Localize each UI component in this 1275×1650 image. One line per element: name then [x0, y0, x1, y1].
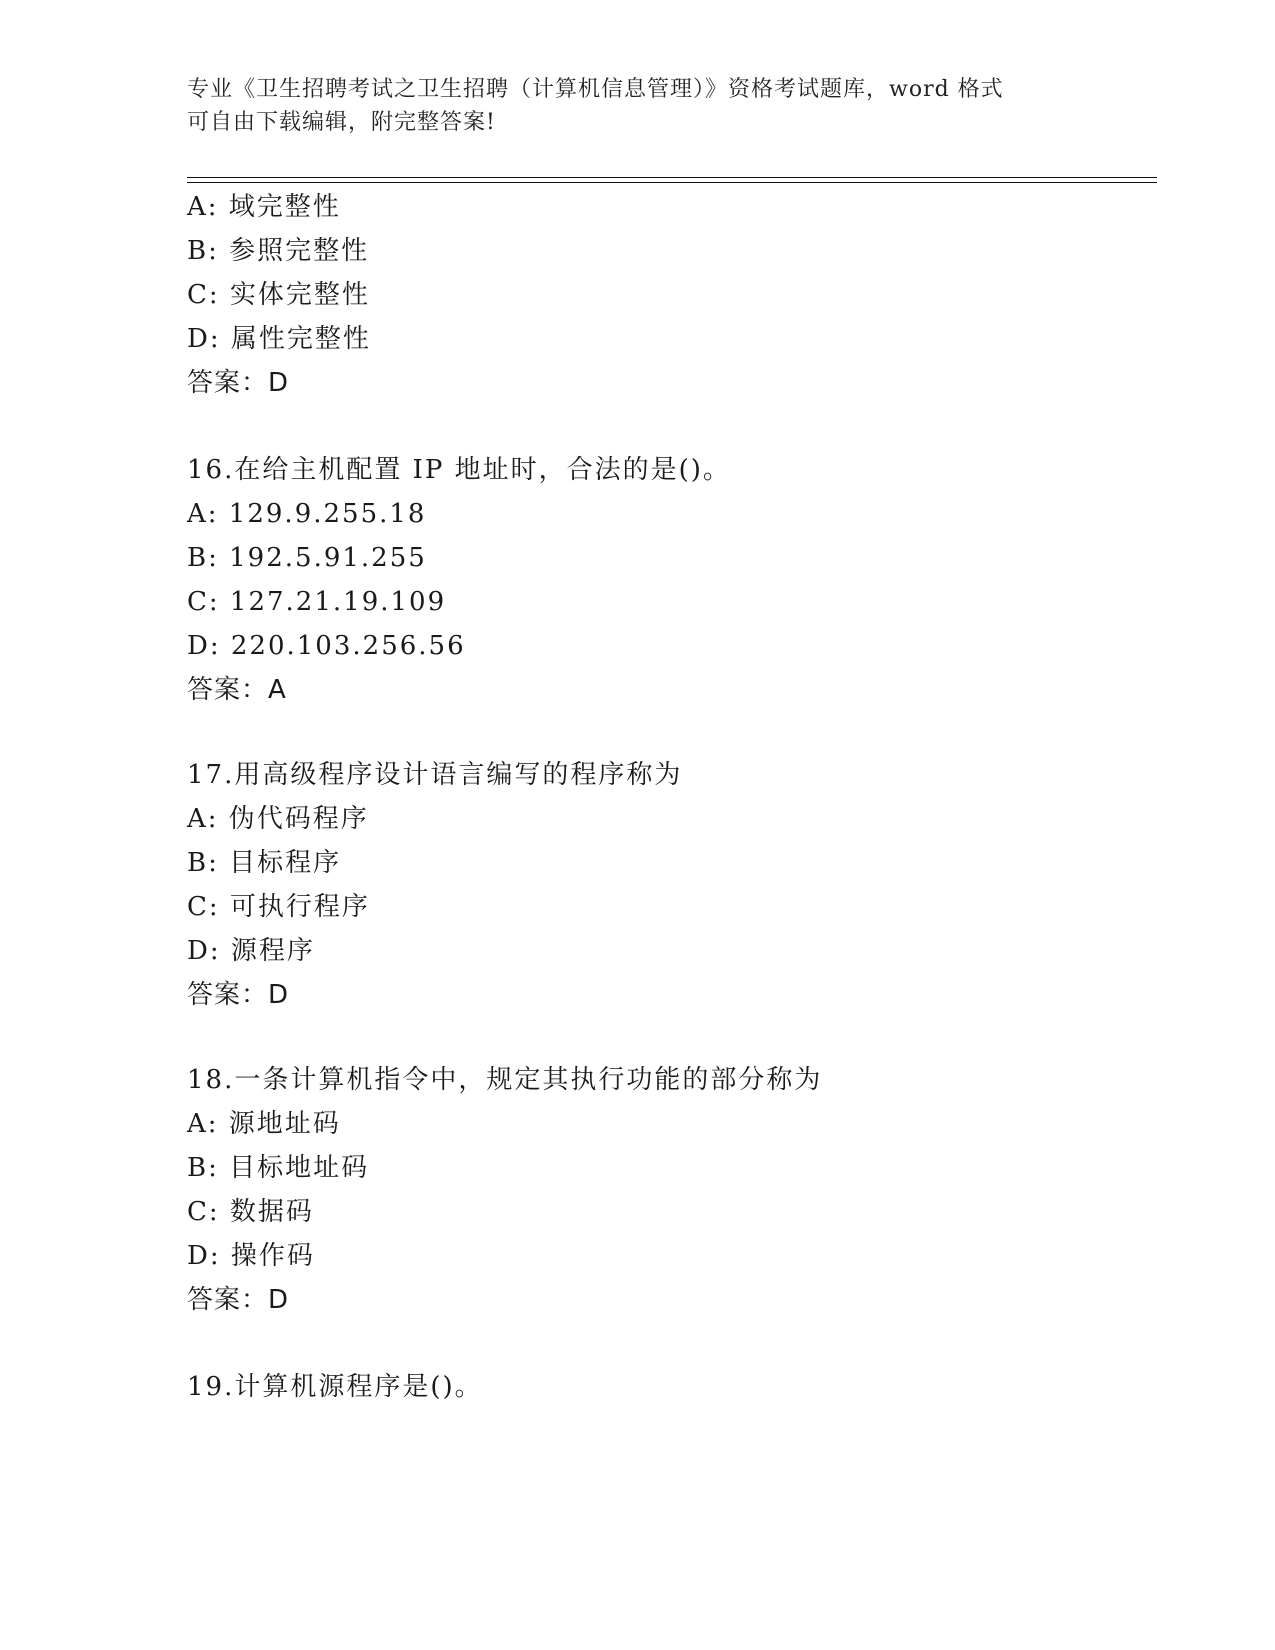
q18-option-c: C: 数据码 — [187, 1197, 314, 1227]
q15-option-a: A: 域完整性 — [187, 192, 341, 222]
q16-option-a: A: 129.9.255.18 — [187, 499, 427, 529]
q15-option-b: B: 参照完整性 — [187, 236, 370, 266]
q17-option-c: C: 可执行程序 — [187, 892, 370, 922]
q18-stem: 18.一条计算机指令中，规定其执行功能的部分称为 — [187, 1065, 823, 1095]
q18-option-b: B: 目标地址码 — [187, 1153, 370, 1183]
q19-stem: 19.计算机源程序是()。 — [187, 1372, 483, 1402]
q17-option-a: A: 伪代码程序 — [187, 804, 369, 834]
header-line-2: 可自由下载编辑，附完整答案! — [187, 110, 496, 135]
header-divider-bottom — [187, 182, 1157, 183]
q16-option-b: B: 192.5.91.255 — [187, 543, 427, 573]
q16-answer: 答案：A — [187, 675, 287, 705]
q15-option-c: C: 实体完整性 — [187, 280, 370, 310]
header-divider-top — [187, 177, 1157, 178]
q15-option-d: D: 属性完整性 — [187, 324, 371, 354]
q17-option-d: D: 源程序 — [187, 936, 315, 966]
q18-option-d: D: 操作码 — [187, 1241, 315, 1271]
q18-option-a: A: 源地址码 — [187, 1109, 341, 1139]
header-line-1: 专业《卫生招聘考试之卫生招聘（计算机信息管理）》资格考试题库，word 格式 — [187, 77, 1004, 102]
q16-option-c: C: 127.21.19.109 — [187, 587, 447, 617]
q17-option-b: B: 目标程序 — [187, 848, 342, 878]
q17-stem: 17.用高级程序设计语言编写的程序称为 — [187, 760, 683, 790]
document-header — [187, 73, 1087, 139]
q18-answer: 答案：D — [187, 1285, 290, 1315]
q17-answer: 答案：D — [187, 980, 290, 1010]
q16-stem: 16.在给主机配置 IP 地址时，合法的是()。 — [187, 455, 731, 485]
q15-answer: 答案：D — [187, 368, 290, 398]
q16-option-d: D: 220.103.256.56 — [187, 631, 466, 661]
